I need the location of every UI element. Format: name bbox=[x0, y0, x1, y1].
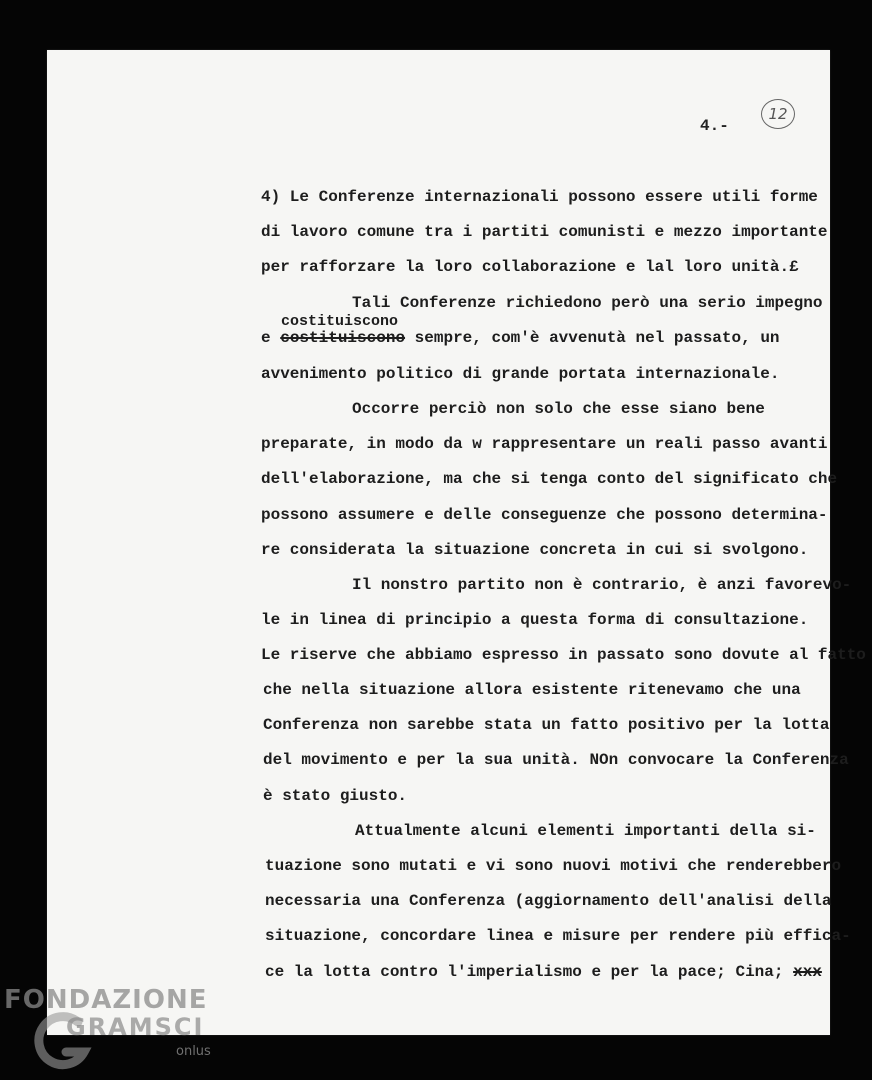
text-line: situazione, concordare linea e misure per rendere più effica- bbox=[265, 927, 851, 945]
text-line: Il nonstro partito non è contrario, è anzi favorevo- bbox=[352, 576, 852, 594]
page-number: 4.- bbox=[700, 117, 729, 135]
struck-word: xxx bbox=[793, 963, 822, 981]
text-line-prefix bbox=[261, 329, 780, 347]
text-line: avvenimento politico di grande portata internazionale. bbox=[261, 365, 780, 383]
watermark-line1: FONDAZIONE bbox=[4, 985, 208, 1015]
text-line: Conferenza non sarebbe stata un fatto positivo per la lotta bbox=[263, 716, 830, 734]
text-line: che nella situazione allora esistente ritenevamo che una bbox=[263, 681, 801, 699]
text-line: del movimento e per la sua unità. NOn convocare la Conferenza bbox=[263, 751, 849, 769]
struck-word: costituiscono bbox=[280, 329, 406, 347]
watermark-line2: GRAMSCI bbox=[66, 1013, 205, 1041]
text-line: preparate, in modo da w rappresentare un reali passo avanti bbox=[261, 435, 828, 453]
text-line: di lavoro comune tra i partiti comunisti e mezzo importante bbox=[261, 223, 828, 241]
text-line: Le riserve che abbiamo espresso in passato sono dovute al fatto bbox=[261, 646, 866, 664]
text-line: Occorre perciò non solo che esse siano bene bbox=[352, 400, 765, 418]
text-line: 4) Le Conferenze internazionali possono essere utili forme bbox=[261, 188, 818, 206]
line-text: ce la lotta contro l'imperialismo e per la pace; Cina; bbox=[265, 963, 784, 981]
watermark-line3: onlus bbox=[176, 1044, 211, 1059]
text-line: re considerata la situazione concreta in cui si svolgono. bbox=[261, 541, 809, 559]
text-line: possono assumere e delle conseguenze che possono determina- bbox=[261, 506, 828, 524]
handwritten-insertion: costituiscono bbox=[281, 313, 399, 330]
text-line: le in linea di principio a questa forma di consultazione. bbox=[261, 611, 809, 629]
text-line: per rafforzare la loro collaborazione e lal loro unità.£ bbox=[261, 258, 799, 276]
folio-number: 12 bbox=[761, 99, 795, 129]
text-line-last bbox=[265, 963, 822, 981]
text-line: Tali Conferenze richiedono però una serio impegno bbox=[352, 294, 823, 312]
text-line: dell'elaborazione, ma che si tenga conto del significato che bbox=[261, 470, 838, 488]
line-prefix: e bbox=[261, 329, 271, 347]
text-line: necessaria una Conferenza (aggiornamento dell'analisi della bbox=[265, 892, 832, 910]
text-line: è stato giusto. bbox=[263, 787, 408, 805]
text-line: Attualmente alcuni elementi importanti della si- bbox=[355, 822, 816, 840]
text-line: tuazione sono mutati e vi sono nuovi motivi che renderebbero bbox=[265, 857, 842, 875]
line-remainder: sempre, com'è avvenutà nel passato, un bbox=[414, 329, 780, 347]
